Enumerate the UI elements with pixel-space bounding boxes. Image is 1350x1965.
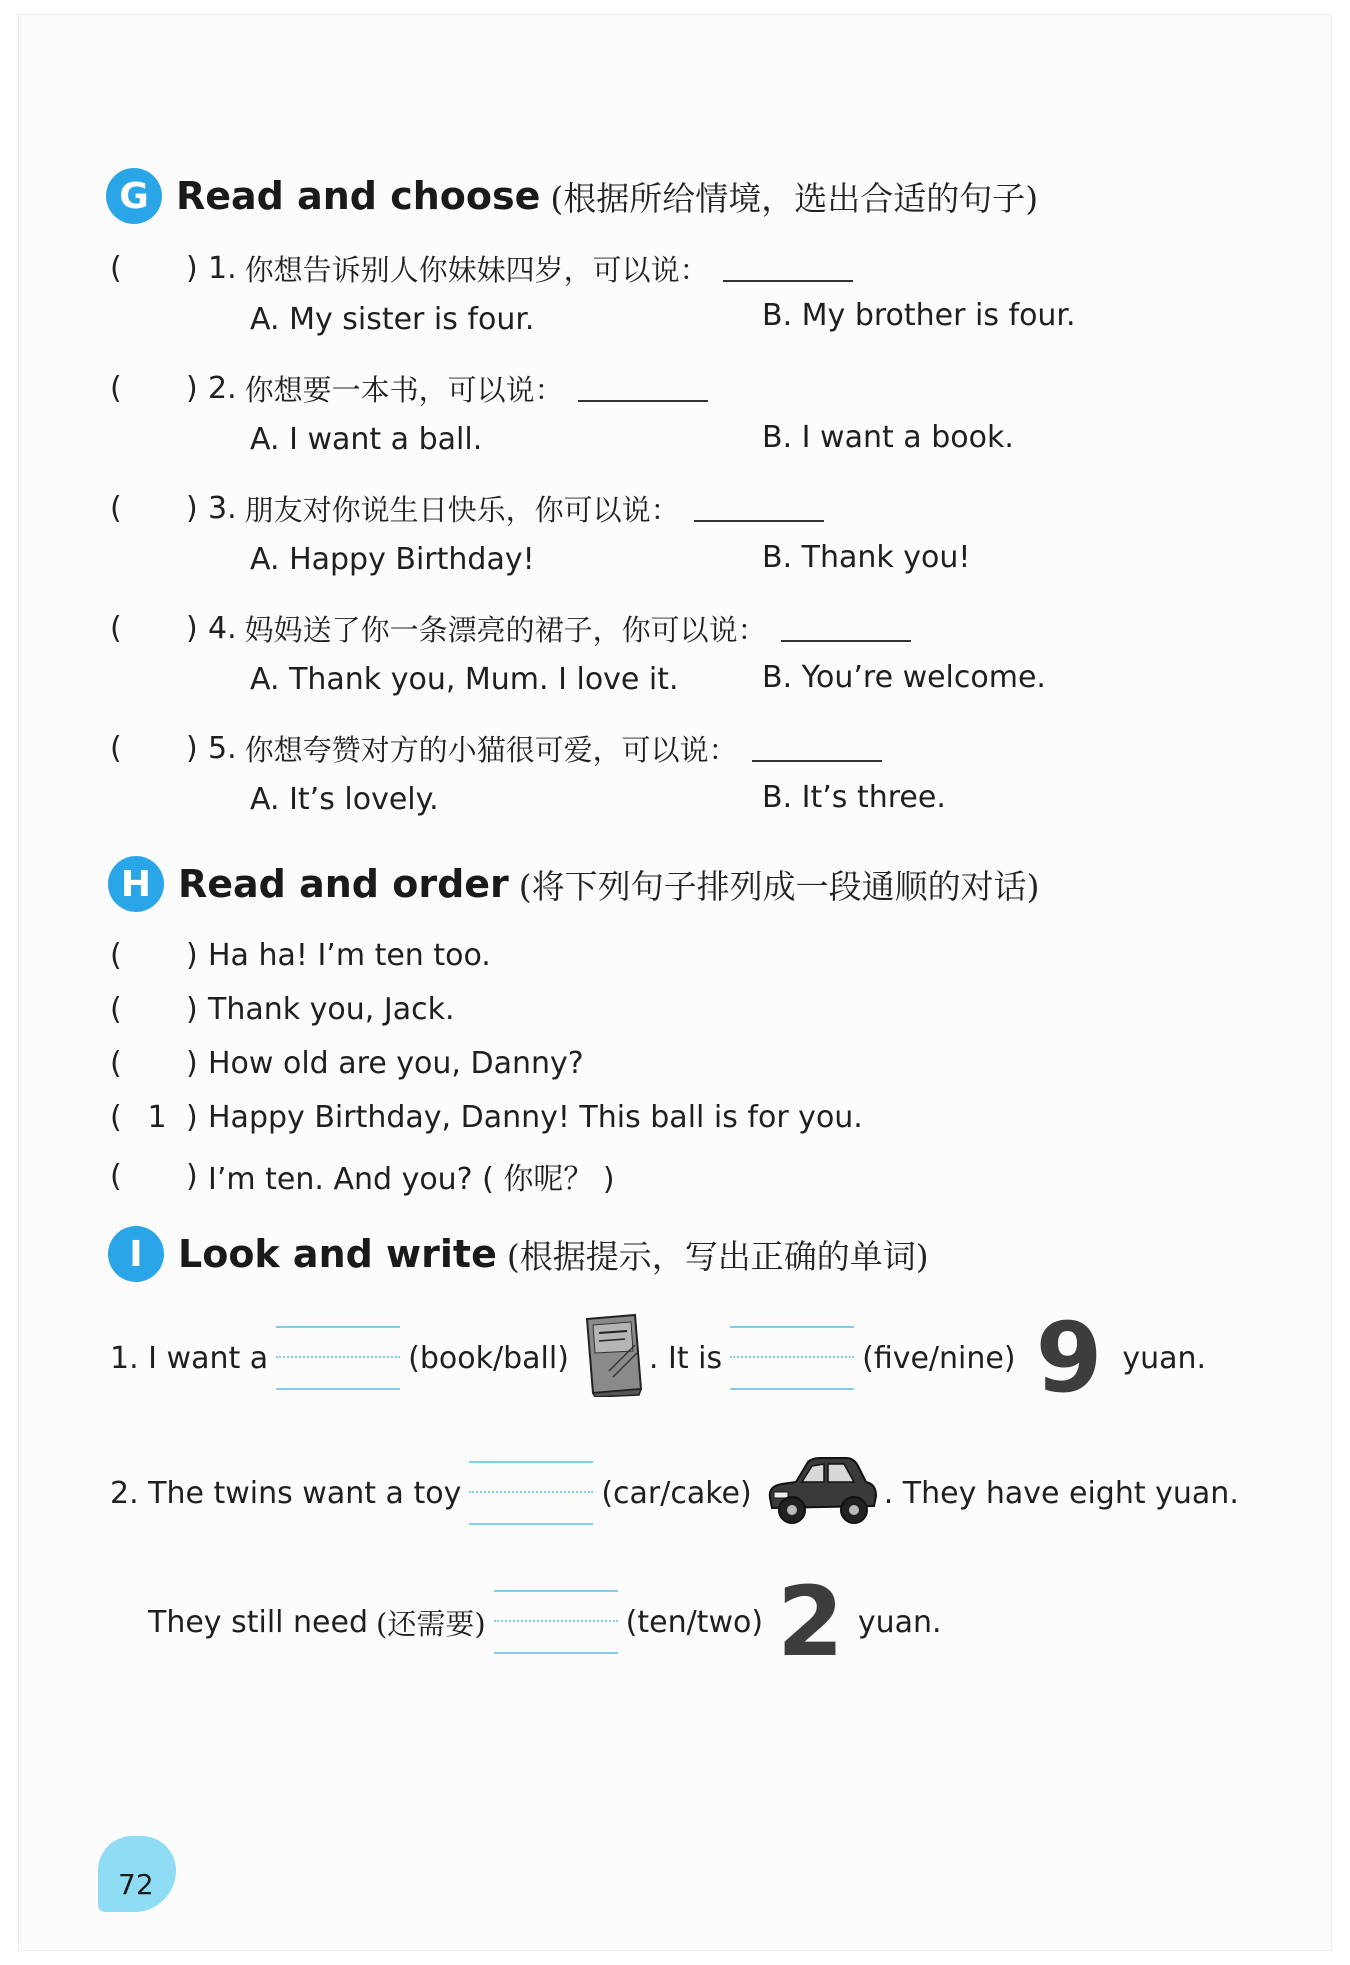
question-number: 5. (208, 731, 237, 766)
g5-option-b[interactable]: B. It’s three. (762, 780, 946, 815)
sentence-text: Ha ha! I’m ten too. (208, 938, 491, 973)
q1-hint-1: (book/ball) (408, 1340, 569, 1376)
q3-end-text: yuan. (857, 1604, 942, 1640)
i-question-3 (148, 1566, 942, 1678)
question-prompt: 你想告诉别人你妹妹四岁，可以说： (244, 253, 709, 287)
number-nine-graphic: 9 (1035, 1302, 1103, 1414)
g-question-5: ( ) 5. 你想夸赞对方的小猫很可爱，可以说： (110, 728, 882, 769)
h-sentence-1: ( ) Ha ha! I’m ten too. (110, 938, 491, 973)
section-i-subtitle: (根据提示，写出正确的单词) (506, 1236, 929, 1276)
g4-option-b[interactable]: B. You’re welcome. (762, 660, 1046, 695)
order-slot[interactable]: 1 (147, 1100, 167, 1135)
page-number: 72 (118, 1868, 154, 1901)
toy-car-illustration-icon (762, 1448, 880, 1538)
q2-start-text: 2. The twins want a toy (110, 1475, 462, 1511)
section-g-subtitle: (根据所给情境，选出合适的句子) (550, 178, 1039, 218)
write-blank-1[interactable] (276, 1326, 400, 1390)
question-number: 1. (208, 251, 237, 286)
q2-hint: (car/cake) (601, 1475, 752, 1511)
sentence-text: Happy Birthday, Danny! This ball is for you. (208, 1100, 863, 1135)
answer-blank[interactable] (723, 256, 853, 282)
sentence-text: How old are you, Danny? (208, 1046, 584, 1081)
write-blank-2[interactable] (730, 1326, 854, 1390)
h-sentence-3: ( ) How old are you, Danny? (110, 1046, 584, 1081)
question-prompt: 你想要一本书，可以说： (244, 373, 564, 407)
number-two-graphic: 2 (777, 1566, 844, 1678)
g2-option-b[interactable]: B. I want a book. (762, 420, 1014, 455)
write-blank-3[interactable] (469, 1461, 593, 1525)
i-question-1 (110, 1302, 1207, 1414)
question-number: 2. (208, 371, 237, 406)
q1-hint-2: (five/nine) (862, 1340, 1016, 1376)
sentence-text: I’m ten. And you? ( 你呢？ ) (208, 1162, 615, 1197)
q3-start-text: They still need (148, 1604, 368, 1640)
question-number: 4. (208, 611, 237, 646)
g-question-2: ( ) 2. 你想要一本书，可以说： (110, 368, 708, 409)
i-question-2 (110, 1448, 1239, 1538)
g3-option-b[interactable]: B. Thank you! (762, 540, 971, 575)
g5-option-a[interactable]: A. It’s lovely. (250, 782, 439, 817)
q2-end-text: . They have eight yuan. (883, 1475, 1239, 1511)
g-question-3: ( ) 3. 朋友对你说生日快乐，你可以说： (110, 488, 824, 529)
question-prompt: 妈妈送了你一条漂亮的裙子，你可以说： (244, 613, 767, 647)
g-question-4: ( ) 4. 妈妈送了你一条漂亮的裙子，你可以说： (110, 608, 911, 649)
g4-option-a[interactable]: A. Thank you, Mum. I love it. (250, 662, 679, 697)
q3-hint: (ten/two) (625, 1604, 764, 1640)
section-h-header (108, 856, 1040, 912)
g3-option-a[interactable]: A. Happy Birthday! (250, 542, 535, 577)
section-g-header (106, 168, 1038, 224)
q1-end-text: yuan. (1122, 1340, 1207, 1376)
question-number: 3. (208, 491, 237, 526)
q1-start-text: 1. I want a (110, 1340, 269, 1376)
section-h-badge: H (108, 856, 164, 912)
h-sentence-2: ( ) Thank you, Jack. (110, 992, 455, 1027)
answer-blank[interactable] (694, 496, 824, 522)
section-i-badge: I (108, 1226, 164, 1282)
section-g-title: Read and choose (176, 174, 541, 218)
section-h-title: Read and order (178, 862, 509, 906)
book-illustration-icon (579, 1311, 645, 1405)
write-blank-4[interactable] (494, 1590, 618, 1654)
answer-blank[interactable] (752, 736, 882, 762)
h-sentence-4: ( 1 ) Happy Birthday, Danny! This ball is for you. (110, 1100, 863, 1135)
q3-cn-text: (还需要) (376, 1606, 486, 1641)
q1-mid-text: . It is (648, 1340, 723, 1376)
section-h-subtitle: (将下列句子排列成一段通顺的对话) (518, 866, 1040, 906)
sentence-text: Thank you, Jack. (208, 992, 455, 1027)
section-i-title: Look and write (178, 1232, 497, 1276)
answer-blank[interactable] (578, 376, 708, 402)
g2-option-a[interactable]: A. I want a ball. (250, 422, 483, 457)
h-sentence-5: ( ) I’m ten. And you? ( 你呢？ ) (110, 1154, 615, 1198)
question-prompt: 朋友对你说生日快乐，你可以说： (244, 493, 680, 527)
question-prompt: 你想夸赞对方的小猫很可爱，可以说： (244, 733, 738, 767)
section-i-header (108, 1226, 929, 1282)
g1-option-b[interactable]: B. My brother is four. (762, 298, 1076, 333)
answer-blank[interactable] (781, 616, 911, 642)
section-g-badge: G (106, 168, 162, 224)
g1-option-a[interactable]: A. My sister is four. (250, 302, 535, 337)
g-question-1: ( ) 1. 你想告诉别人你妹妹四岁，可以说： (110, 248, 853, 289)
